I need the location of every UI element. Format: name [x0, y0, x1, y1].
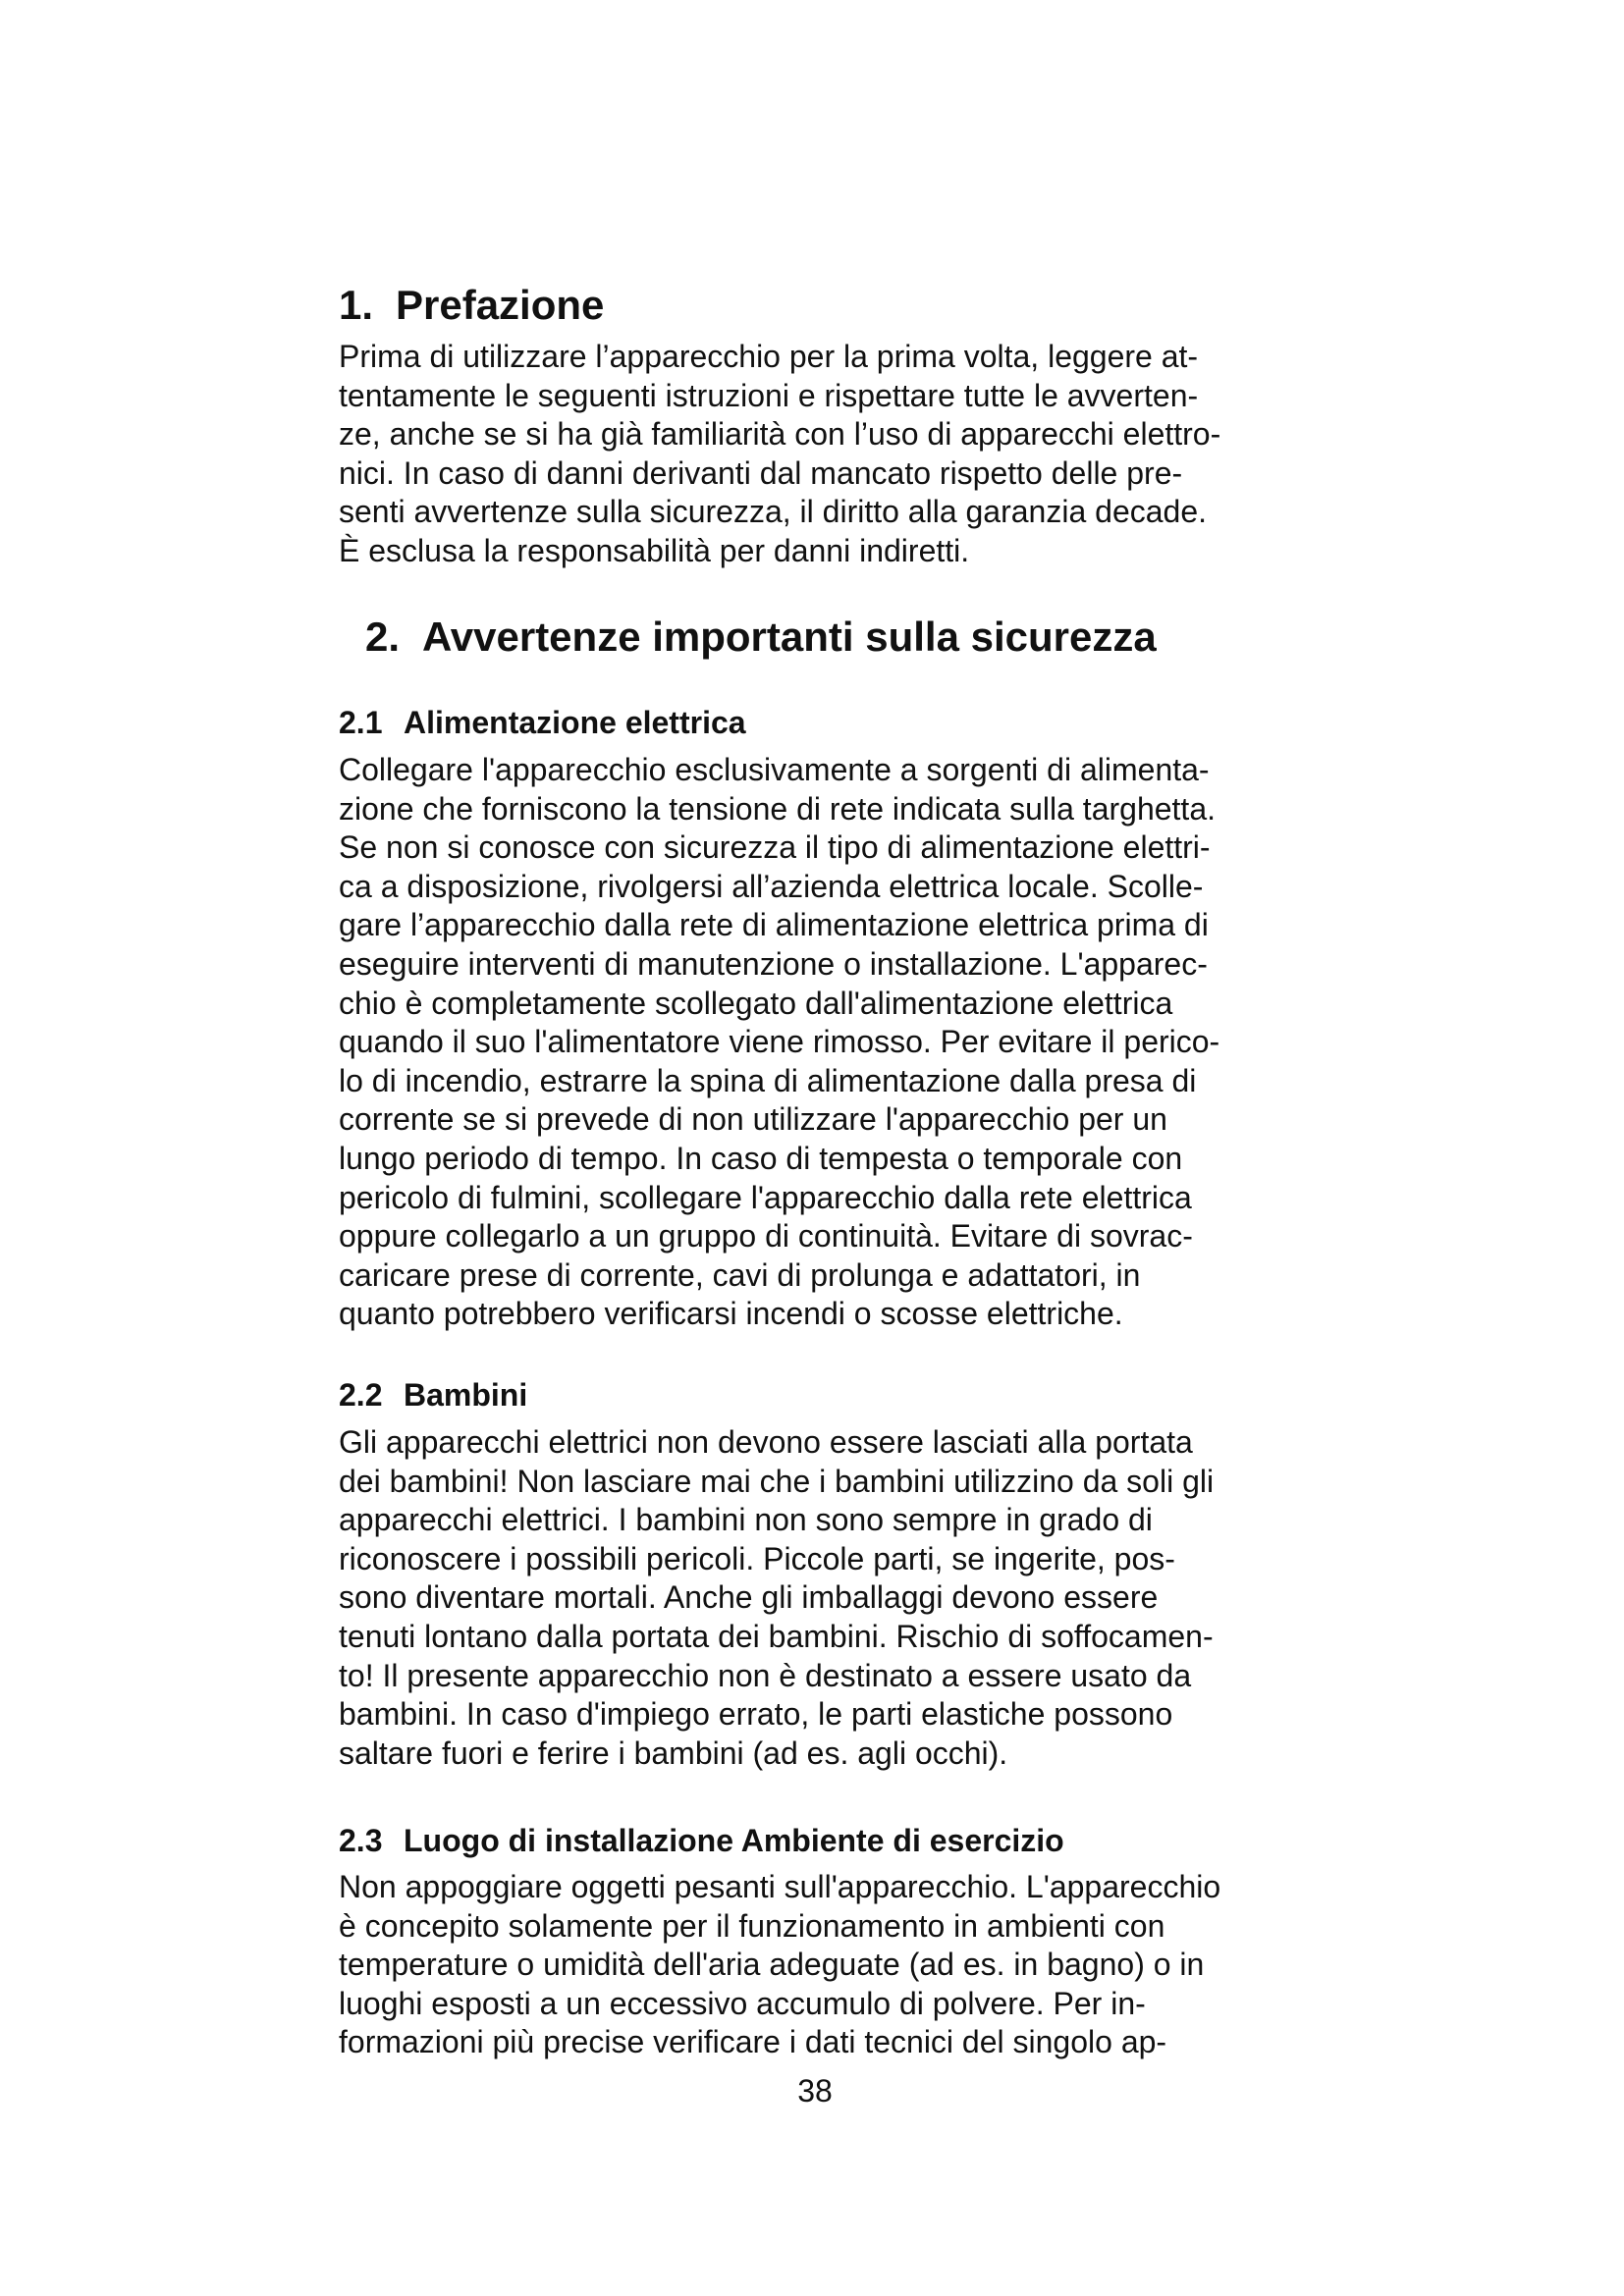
section-2-3-heading — [339, 1821, 1064, 1860]
paragraph-line: pericolo di fulmini, scollegare l'apparecchio dalla rete elettrica — [339, 1179, 1192, 1215]
section-1-paragraph — [339, 338, 1220, 571]
paragraph-line: Non appoggiare oggetti pesanti sull'apparecchio. L'apparecchio — [339, 1869, 1221, 1904]
paragraph-line: temperature o umidità dell'aria adeguate (ad es. in bagno) o in — [339, 1947, 1205, 1983]
paragraph-line: caricare prese di corrente, cavi di prolunga e adattatori, in — [339, 1256, 1141, 1293]
section-2-2-title: Bambini — [404, 1377, 528, 1413]
paragraph-line: riconoscere i possibili pericoli. Piccole parti, se ingerite, pos- — [339, 1540, 1175, 1576]
paragraph-line: to! Il presente apparecchio non è destinato a essere usato da — [339, 1657, 1192, 1693]
paragraph-line: nici. In caso di danni derivanti dal mancato rispetto delle pre- — [339, 454, 1183, 491]
section-1-heading — [339, 281, 604, 330]
page-number: 38 — [797, 2073, 833, 2109]
paragraph-line: lo di incendio, estrarre la spina di alimentazione dalla presa di — [339, 1062, 1197, 1098]
paragraph-line: sono diventare mortali. Anche gli imballaggi devono essere — [339, 1579, 1159, 1616]
section-2-heading — [365, 613, 1157, 662]
paragraph-line: zione che forniscono la tensione di rete indicata sulla targhetta. — [339, 790, 1216, 827]
paragraph-line: oppure collegarlo a un gruppo di continuità. Evitare di sovrac- — [339, 1218, 1193, 1255]
section-2-1-title: Alimentazione elettrica — [404, 705, 746, 740]
section-2-3-title: Luogo di installazione Ambiente di esercizio — [404, 1823, 1064, 1858]
paragraph-line: ze, anche se si ha già familiarità con l’uso di apparecchi elettro- — [339, 416, 1221, 453]
paragraph-line: tentamente le seguenti istruzioni e rispettare tutte le avverten- — [339, 377, 1199, 413]
section-1-title: Prefazione — [396, 282, 605, 328]
section-2-number: 2. — [365, 614, 401, 660]
paragraph-line: tenuti lontano dalla portata dei bambini. Rischio di soffocamen- — [339, 1618, 1214, 1654]
paragraph-line: dei bambini! Non lasciare mai che i bambini utilizzino da soli gli — [339, 1463, 1215, 1499]
paragraph-line: bambini. In caso d'impiego errato, le parti elastiche possono — [339, 1696, 1173, 1733]
paragraph-line: chio è completamente scollegato dall'alimentazione elettrica — [339, 985, 1173, 1021]
paragraph-line: corrente se si prevede di non utilizzare l'apparecchio per un — [339, 1101, 1167, 1138]
section-2-1-number: 2.1 — [339, 705, 383, 740]
paragraph-line: Gli apparecchi elettrici non devono essere lasciati alla portata — [339, 1424, 1193, 1460]
paragraph-line: saltare fuori e ferire i bambini (ad es. agli occhi). — [339, 1735, 1008, 1771]
paragraph-line: Collegare l'apparecchio esclusivamente a sorgenti di alimenta- — [339, 752, 1210, 787]
section-2-2-heading — [339, 1375, 527, 1415]
section-2-2-paragraph — [339, 1423, 1214, 1773]
paragraph-line: quanto potrebbero verificarsi incendi o scosse elettriche. — [339, 1296, 1123, 1332]
paragraph-line: ca a disposizione, rivolgersi all’azienda elettrica locale. Scolle- — [339, 868, 1204, 904]
paragraph-line: eseguire interventi di manutenzione o installazione. L'apparec- — [339, 945, 1208, 982]
section-1-number: 1. — [339, 282, 374, 328]
paragraph-line: senti avvertenze sulla sicurezza, il diritto alla garanzia decade. — [339, 494, 1208, 530]
section-2-3-number: 2.3 — [339, 1823, 383, 1858]
paragraph-line: quando il suo l'alimentatore viene rimosso. Per evitare il perico- — [339, 1024, 1220, 1060]
section-2-1-heading — [339, 703, 746, 742]
section-2-1-paragraph — [339, 751, 1219, 1334]
section-2-3-paragraph — [339, 1868, 1220, 2062]
paragraph-line: apparecchi elettrici. I bambini non sono sempre in grado di — [339, 1502, 1153, 1538]
paragraph-line: lungo periodo di tempo. In caso di tempesta o temporale con — [339, 1140, 1183, 1176]
paragraph-line: gare l’apparecchio dalla rete di alimentazione elettrica prima di — [339, 907, 1209, 943]
paragraph-line: È esclusa la responsabilità per danni indiretti. — [339, 532, 970, 568]
paragraph-line: è concepito solamente per il funzionamento in ambienti con — [339, 1907, 1165, 1944]
section-2-title: Avvertenze importanti sulla sicurezza — [422, 614, 1157, 660]
section-2-2-number: 2.2 — [339, 1377, 383, 1413]
paragraph-line: luoghi esposti a un eccessivo accumulo di polvere. Per in- — [339, 1985, 1146, 2021]
paragraph-line: Se non si conosce con sicurezza il tipo di alimentazione elettri- — [339, 829, 1211, 866]
paragraph-line: formazioni più precise verificare i dati tecnici del singolo ap- — [339, 2024, 1167, 2060]
paragraph-line: Prima di utilizzare l’apparecchio per la prima volta, leggere at- — [339, 339, 1199, 374]
